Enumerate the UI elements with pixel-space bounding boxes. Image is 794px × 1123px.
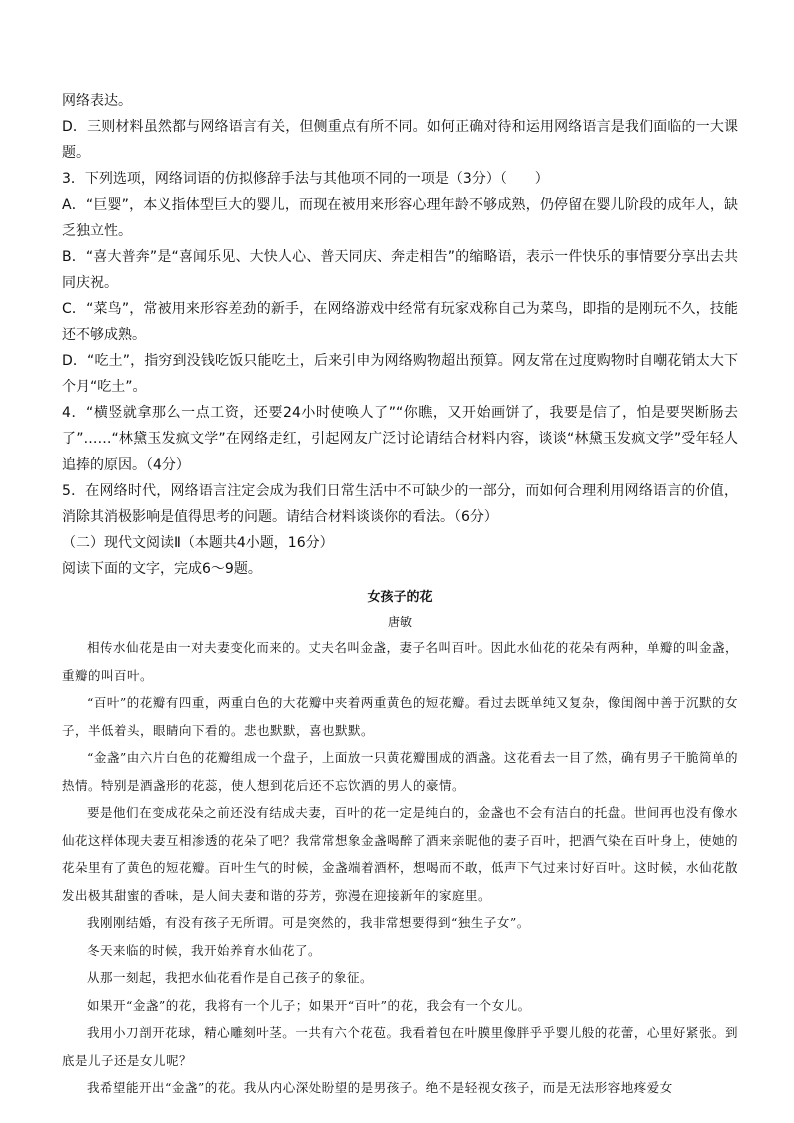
q3-option-d: D．“吃土”，指穷到没钱吃饭只能吃土，后来引申为网络购物超出预算。网友常在过度购物时自嘲花销太大下个月“吃土”。 — [62, 353, 738, 395]
passage-author: 唐敏 — [387, 615, 412, 629]
q2-option-d-tail: 网络表达。 — [62, 93, 132, 109]
passage-paragraph: 冬天来临的时候，我开始养育水仙花了。 — [87, 942, 322, 958]
q3-stem: 3．下列选项，网络词语的仿拟修辞手法与其他项不同的一项是（3分）（ ） — [62, 171, 549, 187]
q3-option-b: B．“喜大普奔”是“喜闻乐见、大快人心、普天同庆、奔走相告”的缩略语，表示一件快乐的事情要分享出去共同庆祝。 — [62, 249, 738, 291]
passage-body — [62, 634, 738, 1102]
passage-paragraph: 如果开“金盏”的花，我将有一个儿子；如果开“百叶”的花，我会有一个女儿。 — [87, 997, 531, 1013]
passage-title: 女孩子的花 — [367, 590, 433, 605]
passage-paragraph: 相传水仙花是由一对夫妻变化而来的。丈夫名叫金盏，妻子名叫百叶。因此水仙花的花朵有两种，单瓣的叫金盏，重瓣的叫百叶。 — [62, 640, 738, 683]
exam-page — [62, 88, 738, 1102]
q3-option-a: A．“巨婴”，本义指体型巨大的婴儿，而现在被用来形容心理年龄不够成熟，仍停留在婴儿阶段的成年人，缺乏独立性。 — [62, 197, 738, 239]
q5: 5．在网络时代，网络语言注定会成为我们日常生活中不可缺少的一部分，而如何合理利用网络语言的价值，消除其消极影响是值得思考的问题。请结合材料谈谈你的看法。（6分） — [62, 483, 738, 525]
passage-paragraph: “金盏”由六片白色的花瓣组成一个盘子，上面放一只黄花瓣围成的酒盏。这花看去一目了然，确有男子干脆简单的热情。特别是酒盏形的花蕊，使人想到花后还不忘饮酒的男人的豪情。 — [62, 750, 738, 793]
q4: 4．“横竖就拿那么一点工资，还要24小时使唤人了”“你瞧，又开始画饼了，我要是信了，怕是要哭断肠去了”……“林黛玉发疯文学”在网络走红，引起网友广泛讨论请结合材料内容，谈谈“林黛玉发疯文学”受年轻人追捧的原因。（4分） — [62, 405, 738, 473]
q3-option-c: C．“菜鸟”，常被用来形容差劲的新手，在网络游戏中经常有玩家戏称自己为菜鸟，即指的是刚玩不久，技能还不够成熟。 — [62, 301, 738, 343]
passage-paragraph: 我希望能开出“金盏”的花。我从内心深处盼望的是男孩子。绝不是轻视女孩子，而是无法形容地疼爱女 — [87, 1080, 673, 1095]
section-instruction: 阅读下面的文字，完成6～9题。 — [62, 561, 262, 577]
q2-option-d: D．三则材料虽然都与网络语言有关，但侧重点有所不同。如何正确对待和运用网络语言是我们面临的一大课题。 — [62, 119, 738, 161]
passage-paragraph: “百叶”的花瓣有四重，两重白色的大花瓣中夹着两重黄色的短花瓣。看过去既单纯又复杂，像闺阁中善于沉默的女子，半低着头，眼睛向下看的。悲也默默，喜也默默。 — [62, 695, 738, 738]
passage-paragraph: 要是他们在变成花朵之前还没有结成夫妻，百叶的花一定是纯白的，金盏也不会有洁白的托盘。世间再也没有像水仙花这样体现夫妻互相渗透的花朵了吧？我常常想象金盏喝醉了酒来亲昵他的妻子百叶，把酒气染在百叶身上，使她的花朵里有了黄色的短花瓣。百叶生气的时候，金盏端着酒杯，想喝而不敢，低声下气过来讨好百叶。这时候，水仙花散发出极其甜蜜的香味，是人间夫妻和谐的芬芳，弥漫在迎接新年的家庭里。 — [62, 805, 739, 903]
passage-paragraph: 我刚刚结婚，有没有孩子无所谓。可是突然的，我非常想要得到“独生子女”。 — [87, 915, 530, 930]
passage-paragraph: 从那一刻起，我把水仙花看作是自己孩子的象征。 — [87, 970, 374, 985]
section-heading: （二）现代文阅读Ⅱ（本题共4小题，16分） — [62, 535, 334, 551]
passage-paragraph: 我用小刀剖开花球，精心雕刻叶茎。一共有六个花苞。我看着包在叶膜里像胖乎乎婴儿般的花蕾，心里好紧张。到底是儿子还是女儿呢？ — [62, 1025, 738, 1068]
